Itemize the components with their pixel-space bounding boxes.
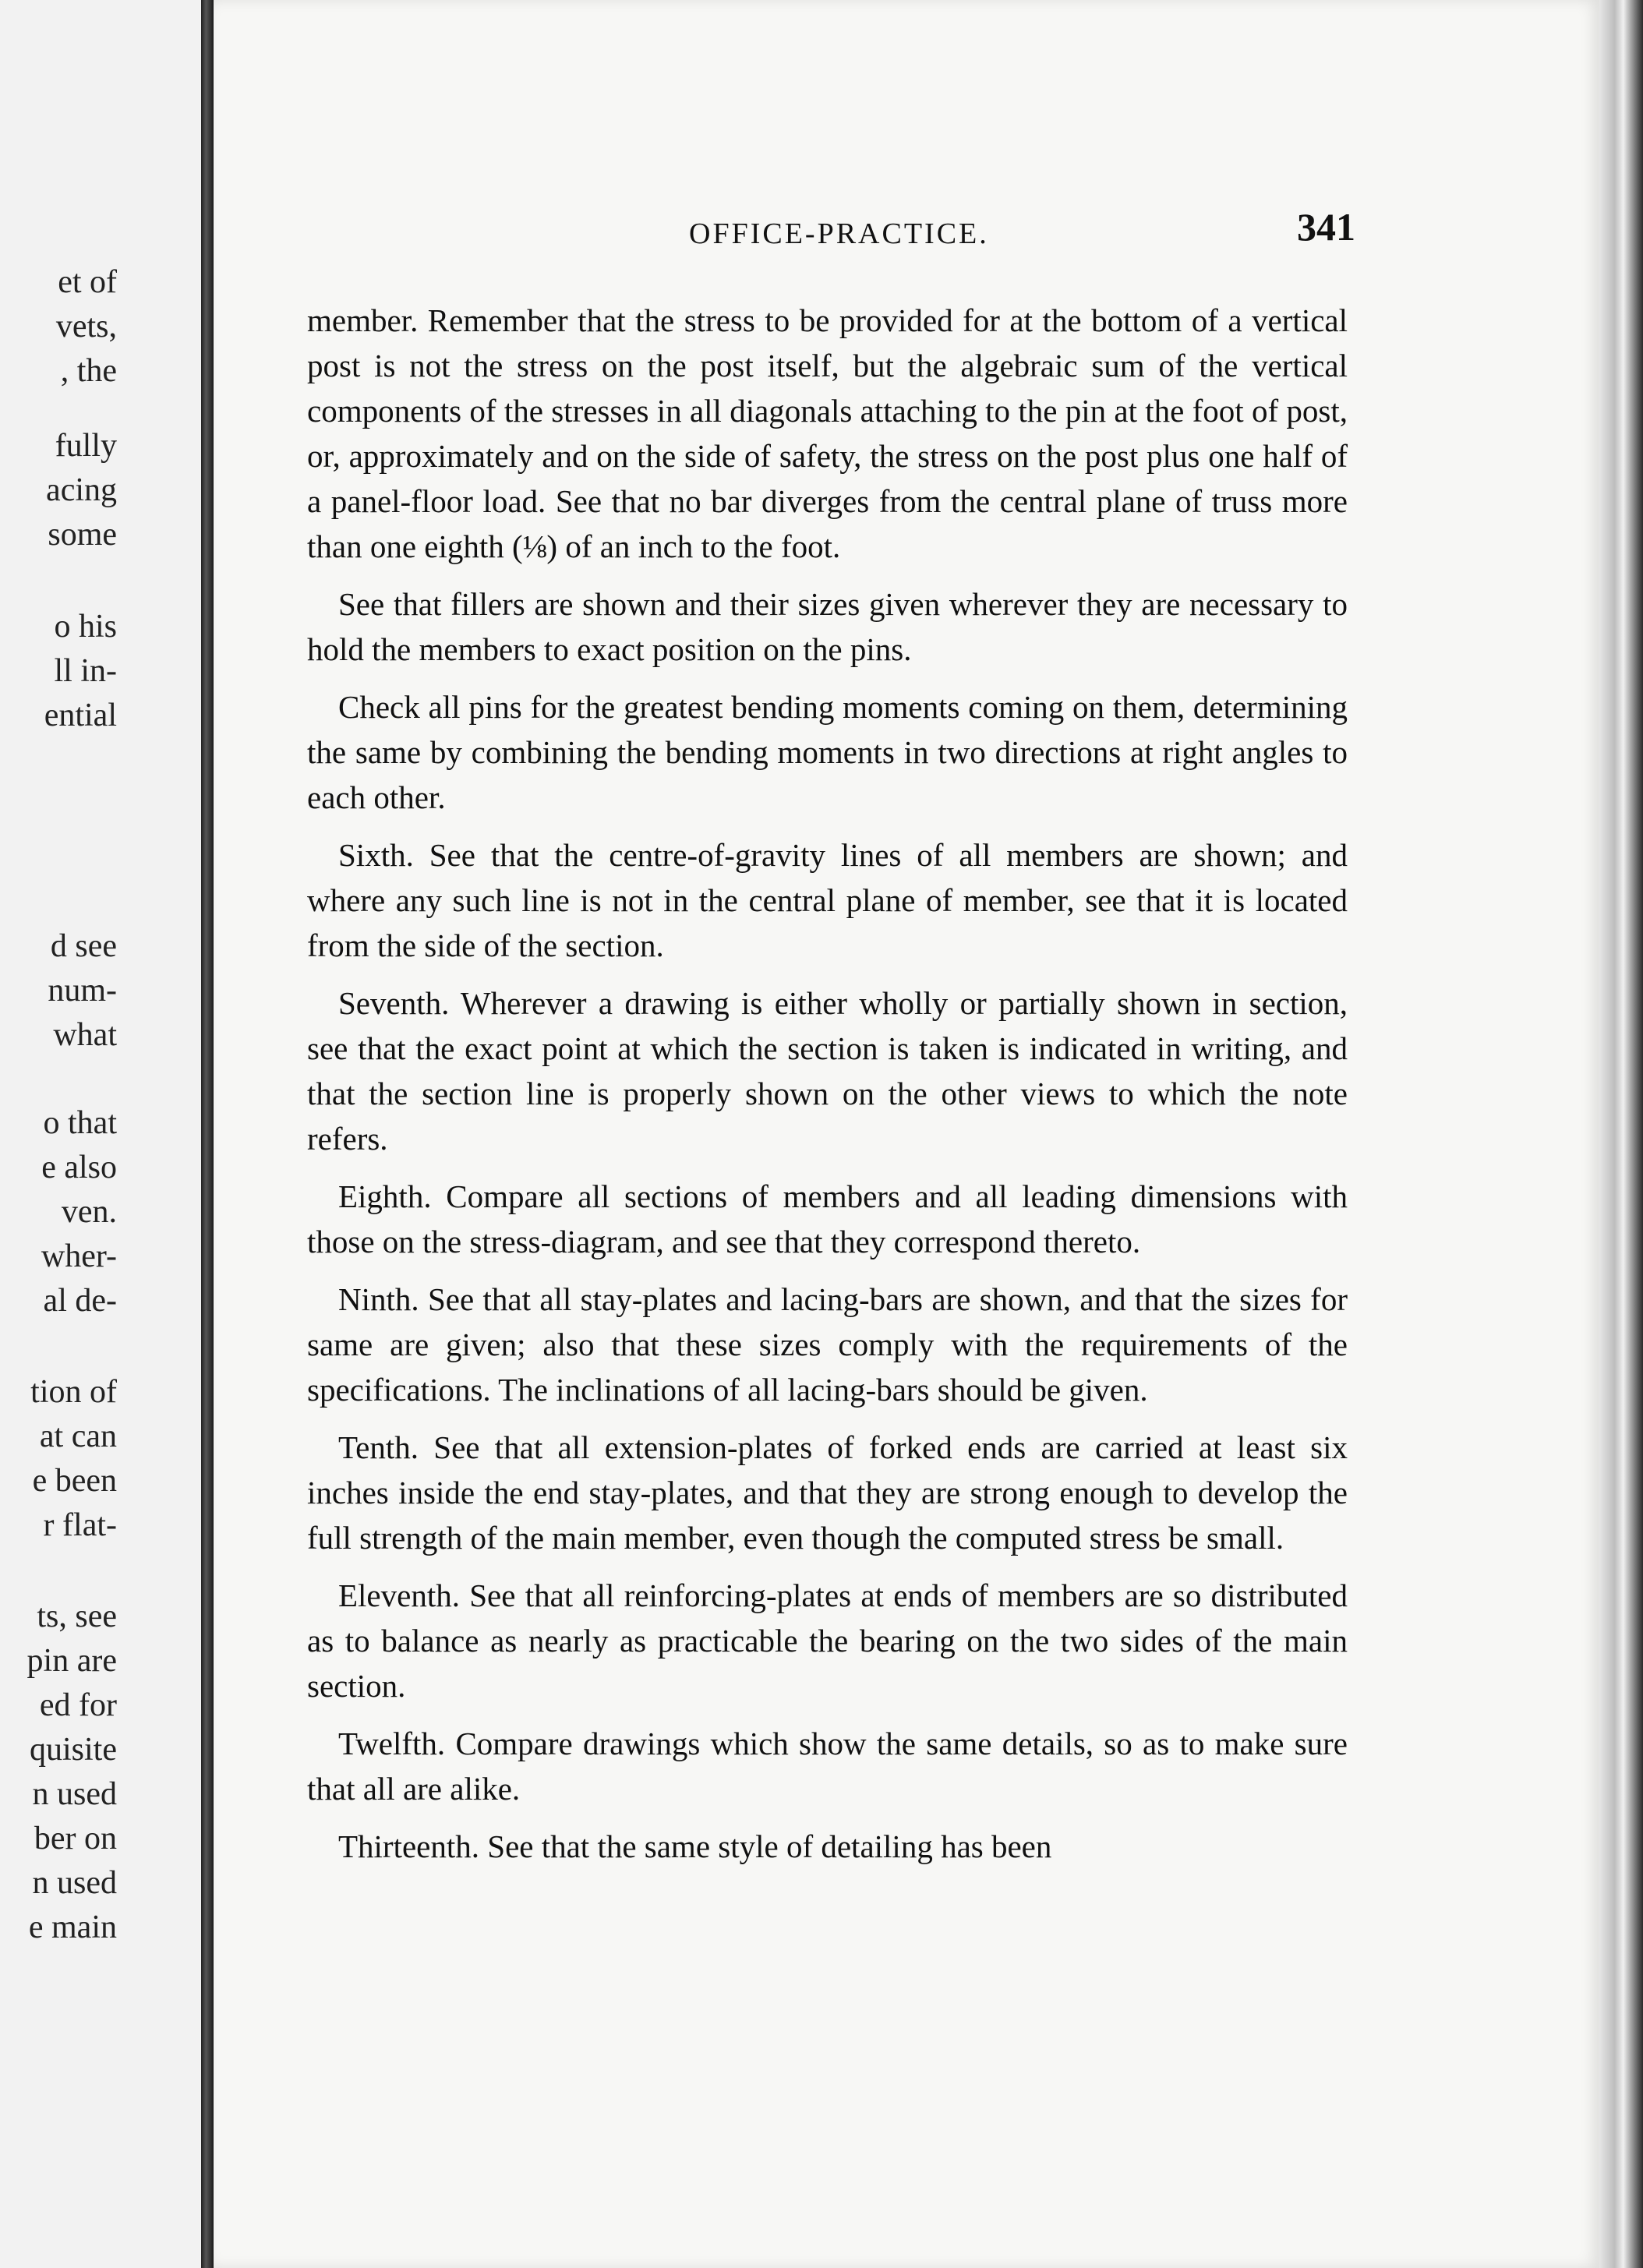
previous-page-line-fragment: acing xyxy=(46,472,117,508)
previous-page-line-fragment: pin are xyxy=(26,1643,117,1679)
paragraph: See that fillers are shown and their sizes given wherever they are necessary to hold the members to exact position on the pins. xyxy=(307,586,1348,667)
previous-page-line-fragment: et of xyxy=(58,264,117,300)
paragraph: Sixth. See that the centre-of-gravity lines of all members are shown; and where any such line is not in the central plane of member, see that it is located from the side of the section. xyxy=(307,837,1348,963)
previous-page-line-fragment: e been xyxy=(32,1463,117,1499)
previous-page-line-fragment: some xyxy=(48,517,117,553)
paragraph: Twelfth. Compare drawings which show the same details, so as to make sure that all are alike. xyxy=(307,1726,1348,1807)
previous-page-line-fragment: o that xyxy=(43,1105,117,1141)
previous-page-line-fragment: ts, see xyxy=(37,1599,117,1634)
previous-page-line-fragment: , the xyxy=(60,353,117,389)
previous-page-line-fragment: what xyxy=(53,1017,117,1053)
paragraph: Eleventh. See that all reinforcing-plates at ends of members are so distributed as to balance as nearly as practicable the bearing on the two sides of the main section. xyxy=(307,1577,1348,1704)
running-head: OFFICE-PRACTICE. xyxy=(689,217,989,250)
page-edge xyxy=(1599,0,1643,2268)
book-gutter xyxy=(201,0,214,2268)
previous-page-line-fragment: ven. xyxy=(61,1194,117,1230)
previous-page-line-fragment: al de- xyxy=(43,1283,117,1319)
paragraph: Ninth. See that all stay-plates and lacing-bars are shown, and that the sizes for same are given; also that these sizes comply with the requirements of the specifications. The inclinations of all lacing-bars should be given. xyxy=(307,1281,1348,1408)
body-text xyxy=(307,298,1348,1881)
previous-page-line-fragment: tion of xyxy=(30,1374,117,1410)
previous-page-line-fragment: ential xyxy=(44,698,117,733)
previous-page-fragment xyxy=(0,0,201,2268)
previous-page-line-fragment: ed for xyxy=(39,1687,117,1723)
previous-page-line-fragment: quisite xyxy=(30,1732,117,1768)
previous-page-line-fragment: e main xyxy=(28,1909,117,1945)
paragraph: Seventh. Wherever a drawing is either wholly or partially shown in section, see that the exact point at which the section is taken is indicated in writing, and that the section line is properly shown on the other views to which the note refers. xyxy=(307,985,1348,1157)
paragraph: Eighth. Compare all sections of members and all leading dimensions with those on the stress-diagram, and see that they correspond thereto. xyxy=(307,1178,1348,1259)
previous-page-line-fragment: o his xyxy=(54,609,117,645)
previous-page-line-fragment: d see xyxy=(50,928,117,964)
page-header xyxy=(214,204,1599,259)
paragraph: Thirteenth. See that the same style of detailing has been xyxy=(338,1828,1052,1864)
book-page xyxy=(214,0,1599,2268)
previous-page-line-fragment: n used xyxy=(32,1776,117,1812)
previous-page-line-fragment: num- xyxy=(48,973,117,1009)
previous-page-line-fragment: wher- xyxy=(41,1238,117,1274)
paragraph: member. Remember that the stress to be provided for at the bottom of a vertical post is not the stress on the post itself, but the algebraic sum of the vertical components of the stresses in all diagonals attaching to the pin at the foot of post, or, approximately and on the side of safety, the stress on the post plus one half of a panel-floor load. See that no bar diverges from the central plane of truss more than one eighth (⅛) of an inch to the foot. xyxy=(307,302,1348,564)
page-number: 341 xyxy=(1297,205,1355,249)
previous-page-line-fragment: n used xyxy=(32,1865,117,1901)
previous-page-line-fragment: r flat- xyxy=(43,1507,117,1543)
previous-page-line-fragment: ll in- xyxy=(54,653,117,689)
previous-page-line-fragment: vets, xyxy=(55,309,117,344)
previous-page-line-fragment: at can xyxy=(39,1418,117,1454)
paragraph: Tenth. See that all extension-plates of forked ends are carried at least six inches inside the end stay-plates, and that they are strong enough to develop the full strength of the main member, even though the computed stress be small. xyxy=(307,1429,1348,1556)
paragraph: Check all pins for the greatest bending moments coming on them, determining the same by combining the bending moments in two directions at right angles to each other. xyxy=(307,689,1348,815)
previous-page-line-fragment: e also xyxy=(41,1150,117,1185)
previous-page-line-fragment: ber on xyxy=(34,1821,117,1856)
previous-page-line-fragment: fully xyxy=(55,428,117,464)
